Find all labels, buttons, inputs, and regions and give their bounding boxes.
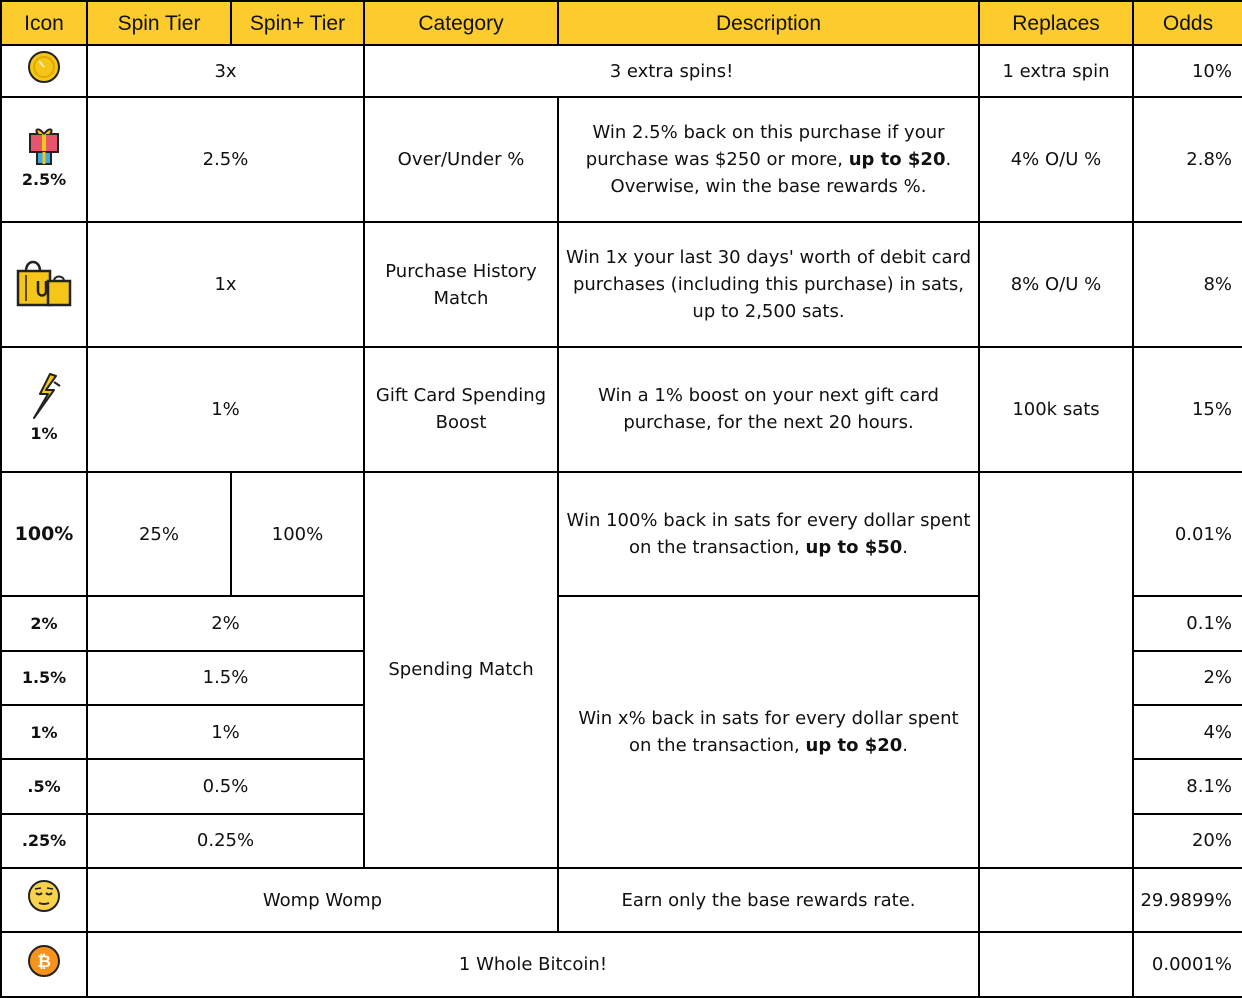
icon-cell [1,705,87,759]
gold-coin-icon [26,49,62,85]
odds-cell: 20% [1133,814,1242,868]
odds-cell: 0.1% [1133,596,1242,650]
category-cell: Over/Under % [364,97,558,222]
description-cell: Win 1x your last 30 days' worth of debit card purchases (including this purchase) in sats, up to 2,500 sats. [558,222,979,347]
label-cell: Womp Womp [87,868,558,932]
label-cell: 1 Whole Bitcoin! [87,932,979,997]
spin-tier-cell: 25% [87,472,231,597]
replaces-cell [979,932,1133,997]
header-icon: Icon [1,1,87,45]
description-cell: Earn only the base rewards rate. [558,868,979,932]
icon-cell [1,45,87,97]
odds-cell: 2.8% [1133,97,1242,222]
header-replaces: Replaces [979,1,1133,45]
description-bold: up to $20 [848,149,946,171]
bitcoin-coin-icon [26,943,62,979]
replaces-cell: 4% O/U % [979,97,1133,222]
replaces-cell [979,868,1133,932]
tier-cell: 0.5% [87,759,364,813]
table-row [1,472,1242,597]
description-cell: 3 extra spins! [364,45,979,97]
relieved-face-icon [26,878,62,914]
table-row [1,347,1242,472]
odds-cell: 8% [1133,222,1242,347]
header-odds: Odds [1133,1,1242,45]
icon-label: .5% [27,777,61,797]
replaces-cell: 100k sats [979,347,1133,472]
icon-cell [1,97,87,222]
description-bold: up to $20 [805,735,903,757]
replaces-cell [979,472,1133,868]
icon-label: 1.5% [21,668,67,688]
description-cell [558,97,979,222]
odds-cell: 0.01% [1133,472,1242,597]
description-text: . [902,537,909,559]
icon-cell [1,814,87,868]
icon-cell [1,347,87,472]
header-category: Category [364,1,558,45]
odds-cell: 4% [1133,705,1242,759]
icon-label: .25% [21,831,67,851]
description-cell [558,472,979,597]
header-spin-tier: Spin Tier [87,1,231,45]
tier-cell: 2% [87,596,364,650]
description-text: Win 2.5% back on this purchase if your purchase was $250 or more, [585,122,945,171]
shopping-bags-icon [14,253,74,309]
description-text: . [902,735,909,757]
icon-cell [1,596,87,650]
description-text: Win x% back in sats for every dollar spent on the transaction, [578,708,959,757]
odds-cell: 8.1% [1133,759,1242,813]
odds-cell: 0.0001% [1133,932,1242,997]
lightning-hand-icon [24,372,64,420]
icon-cell [1,472,87,597]
replaces-cell: 1 extra spin [979,45,1133,97]
gift-box-icon [26,126,62,166]
tier-cell: 1.5% [87,651,364,705]
table-row [1,45,1242,97]
tier-cell: 0.25% [87,814,364,868]
odds-cell: 15% [1133,347,1242,472]
category-cell: Gift Card Spending Boost [364,347,558,472]
icon-cell [1,651,87,705]
icon-label: 2.5% [21,170,67,190]
icon-label: 100% [14,522,74,545]
icon-label: 1% [30,722,58,742]
header-description: Description [558,1,979,45]
tier-cell: 2.5% [87,97,364,222]
header-row [1,1,1242,45]
icon-label: 2% [30,614,58,634]
svg-text:₿: ₿ [37,951,51,972]
header-spin-plus-tier: Spin+ Tier [231,1,364,45]
icon-label: 1% [30,423,58,443]
tier-cell: 1x [87,222,364,347]
description-cell: Win a 1% boost on your next gift card purchase, for the next 20 hours. [558,347,979,472]
replaces-cell: 8% O/U % [979,222,1133,347]
tier-cell: 3x [87,45,364,97]
description-text: . Overwise, win the base rewards %. [610,149,952,198]
table-row [1,932,1242,997]
description-text: Win 100% back in sats for every dollar spent on the transaction, [566,510,971,559]
table-row [1,97,1242,222]
table-row [1,222,1242,347]
icon-cell [1,932,87,997]
icon-cell [1,222,87,347]
icon-cell [1,868,87,932]
spin-plus-tier-cell: 100% [231,472,364,597]
category-cell: Spending Match [364,472,558,868]
odds-cell: 10% [1133,45,1242,97]
odds-cell: 29.9899% [1133,868,1242,932]
odds-cell: 2% [1133,651,1242,705]
category-cell: Purchase History Match [364,222,558,347]
tier-cell: 1% [87,347,364,472]
description-bold: up to $50 [805,537,903,559]
icon-cell [1,759,87,813]
tier-cell: 1% [87,705,364,759]
description-cell [558,596,979,868]
table-row [1,868,1242,932]
